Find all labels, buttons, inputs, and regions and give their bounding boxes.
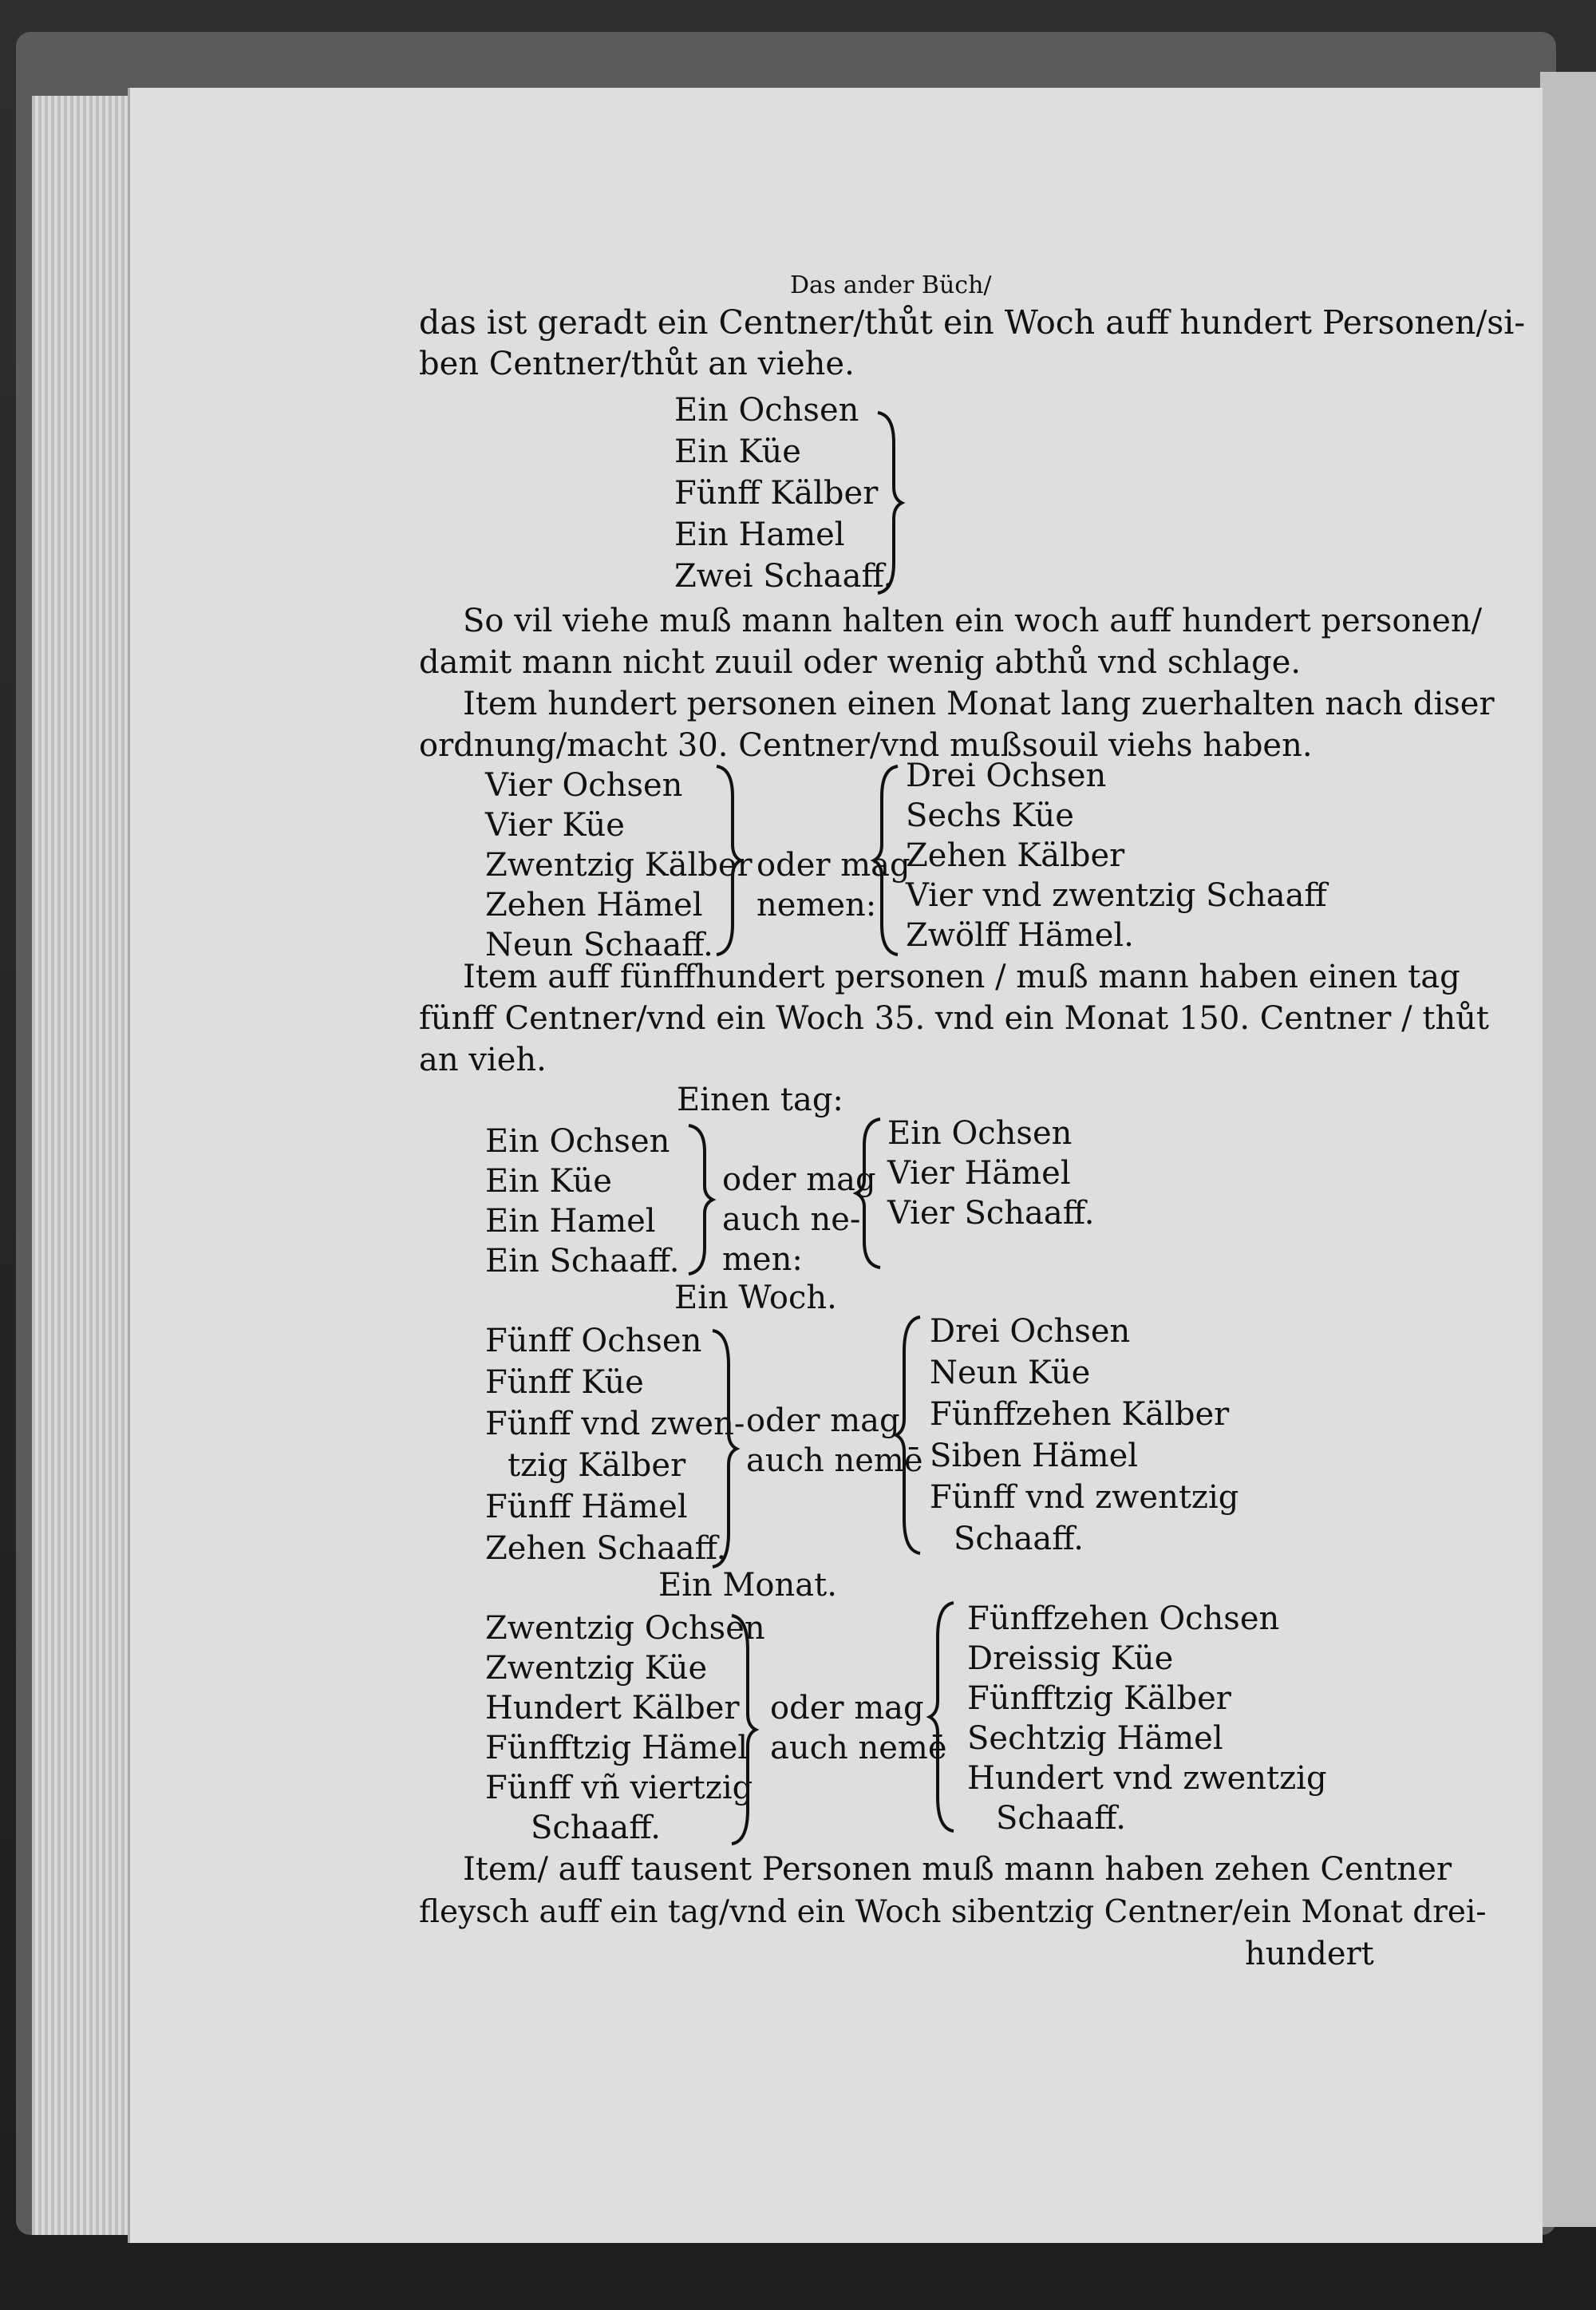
list-item: Fünff vnd zwentzig (930, 1479, 1239, 1516)
catchword: hundert (1245, 1936, 1374, 1972)
list-item: men: (722, 1241, 803, 1278)
brace-left (870, 765, 902, 956)
section-heading: Ein Woch. (674, 1280, 837, 1316)
list-item: Schaaff. (531, 1810, 661, 1846)
text-line: Item/ auff tausent Personen muß mann haben zehen Centner (463, 1851, 1452, 1888)
list-item: Fünfftzig Kälber (967, 1680, 1231, 1717)
text-line: ben Centner/thůt an viehe. (419, 346, 855, 382)
list-item: Fünff vnd zwen- (485, 1406, 745, 1442)
list-item: auch nemē (746, 1442, 923, 1479)
list-item: Ein Küe (674, 433, 801, 470)
list-item: Zwei Schaaff. (674, 558, 894, 595)
text-line: Item auff fünffhundert personen / muß mann haben einen tag (463, 959, 1460, 995)
list-item: Drei Ochsen (906, 757, 1107, 794)
list-item: nemen: (757, 887, 877, 924)
list-item: Fünffzehen Ochsen (967, 1600, 1280, 1637)
list-item: Siben Hämel (930, 1438, 1139, 1474)
list-item: auch nemē (770, 1730, 947, 1766)
brace-right (713, 765, 745, 956)
brace-left (892, 1315, 924, 1555)
list-item: Neun Schaaff. (485, 927, 713, 963)
list-item: Fünff Küe (485, 1364, 644, 1401)
list-item: Ein Ochsen (485, 1123, 670, 1160)
list-item: Vier Schaaff. (887, 1195, 1095, 1232)
brace-right (728, 1614, 760, 1845)
list-item: Zehen Hämel (485, 887, 703, 924)
list-item: Fünff Kälber (674, 475, 879, 512)
list-item: Sechs Küe (906, 797, 1074, 834)
text-line: fünff Centner/vnd ein Woch 35. vnd ein Monat 150. Centner / thůt (419, 1000, 1489, 1037)
section-heading: Einen tag: (677, 1082, 843, 1118)
list-item: Fünfftzig Hämel (485, 1730, 749, 1766)
list-item: Hundert vnd zwentzig (967, 1760, 1327, 1797)
list-item: Vier Küe (485, 807, 625, 844)
list-item: Ein Hamel (674, 516, 845, 553)
list-item: Dreissig Küe (967, 1640, 1174, 1677)
list-item: Fünffzehen Kälber (930, 1396, 1230, 1433)
list-item: Zwölff Hämel. (906, 917, 1134, 954)
list-item: Schaaff. (954, 1521, 1084, 1557)
brace-left (926, 1601, 958, 1833)
list-item: oder mag (722, 1161, 876, 1198)
brace-left (852, 1117, 884, 1269)
facing-page-edge (1540, 72, 1596, 2227)
list-item: auch ne- (722, 1201, 861, 1238)
list-item: Sechtzig Hämel (967, 1720, 1223, 1757)
list-item: Zwentzig Küe (485, 1650, 708, 1687)
list-item: Vier Ochsen (485, 767, 683, 804)
list-item: Schaaff. (996, 1800, 1126, 1837)
list-item: Fünff Hämel (485, 1489, 688, 1525)
list-item: oder mag (746, 1402, 900, 1439)
page-edges (32, 96, 136, 2235)
section-heading: Ein Monat. (658, 1567, 837, 1604)
text-line: an vieh. (419, 1042, 547, 1078)
list-item: Ein Küe (485, 1163, 612, 1200)
running-head: Das ander Büch/ (790, 271, 992, 299)
list-item: Ein Ochsen (674, 392, 859, 429)
list-item: oder mag (770, 1690, 924, 1727)
brace-right (709, 1329, 741, 1568)
text-line: Item hundert personen einen Monat lang zuerhalten nach diser (463, 686, 1495, 722)
list-item: Zehen Kälber (906, 837, 1125, 874)
list-item: Zwentzig Ochsen (485, 1610, 765, 1647)
list-item: Drei Ochsen (930, 1313, 1131, 1350)
text-line: ordnung/macht 30. Centner/vnd mußsouil viehs haben. (419, 727, 1313, 764)
list-item: Zehen Schaaff. (485, 1530, 727, 1567)
list-item: Ein Hamel (485, 1203, 656, 1240)
text-line: So vil viehe muß mann halten ein woch auff hundert personen/ (463, 603, 1483, 639)
text-line: damit mann nicht zuuil oder wenig abthů vnd schlage. (419, 644, 1302, 681)
list-item: Neun Küe (930, 1355, 1091, 1391)
brace-right (685, 1124, 717, 1276)
list-item: Hundert Kälber (485, 1690, 740, 1727)
text-line: fleysch auff ein tag/vnd ein Woch sibentzig Centner/ein Monat drei- (419, 1894, 1487, 1930)
list-item: Vier vnd zwentzig Schaaff (906, 877, 1327, 914)
text-line: das ist geradt ein Centner/thůt ein Woch auff hundert Personen/si- (419, 303, 1526, 342)
list-item: Zwentzig Kälber (485, 847, 753, 884)
list-item: Ein Ochsen (887, 1115, 1073, 1152)
list-item: Ein Schaaff. (485, 1243, 680, 1280)
list-item: Vier Hämel (887, 1155, 1071, 1192)
list-item: oder mag (757, 847, 911, 884)
list-item: Fünff vñ viertzig (485, 1770, 753, 1806)
list-item: Fünff Ochsen (485, 1323, 702, 1359)
brace-right (874, 411, 906, 595)
list-item: tzig Kälber (508, 1447, 686, 1484)
